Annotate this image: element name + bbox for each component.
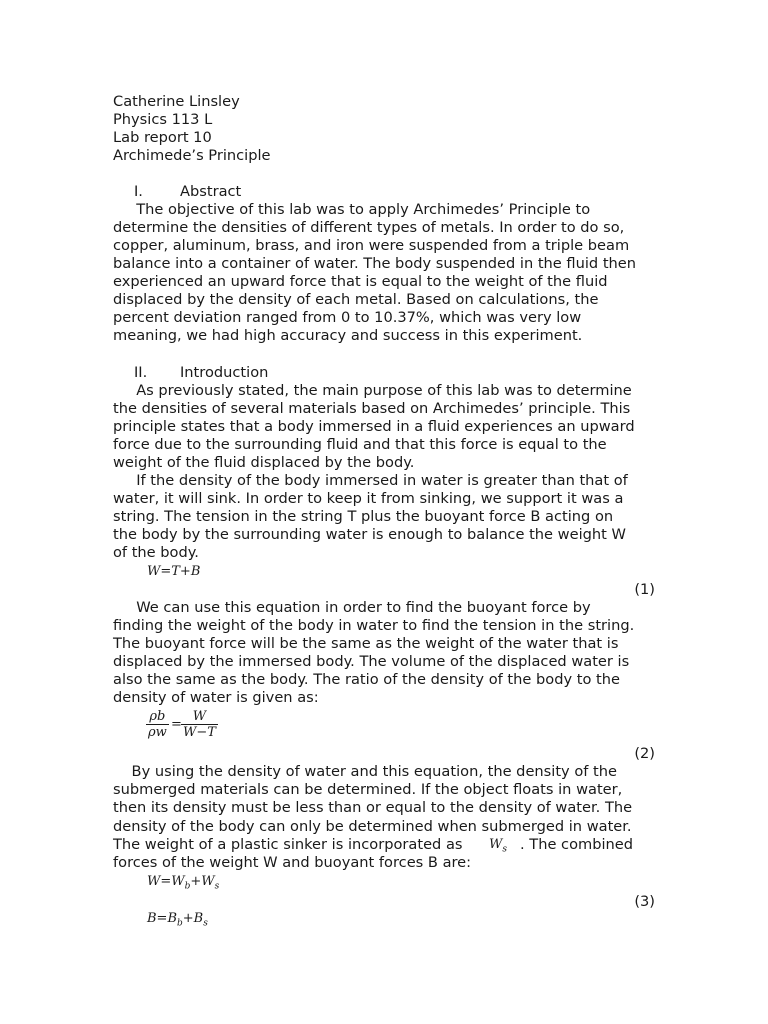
- equation-2-number: (2): [634, 745, 655, 762]
- text-line: string. The tension in the string T plus the buoyant force B acting on: [113, 508, 614, 525]
- text-line: density of the body can only be determined when submerged in water.: [113, 817, 632, 835]
- text-line: experienced an upward force that is equal to the weight of the fluid: [113, 273, 608, 290]
- text-line: water, it will sink. In order to keep it from sinking, we support it was a: [113, 490, 624, 507]
- equation-2-equals: =: [171, 717, 182, 732]
- equation-3a-sub-b: b: [184, 881, 191, 892]
- text-line: the body by the surrounding water is enough to balance the weight W: [113, 526, 626, 543]
- text-line: The weight of a plastic sinker is incorporated as: [113, 835, 463, 853]
- text-line: balance into a container of water. The body suspended in the fluid then: [113, 255, 637, 272]
- combined-forces-tail: . The combined: [520, 836, 634, 853]
- equation-3-number: (3): [634, 893, 655, 910]
- text-line: percent deviation ranged from 0 to 10.37%, which was very low: [113, 309, 582, 326]
- equation-3a-lhs: W=W: [147, 874, 185, 889]
- equation-3b-sub-b: b: [177, 918, 183, 929]
- introduction-number: II.: [134, 364, 148, 381]
- abstract-number: I.: [134, 183, 143, 200]
- equation-2-left-numerator: ρb: [149, 709, 166, 724]
- text-line: of the body.: [113, 544, 199, 561]
- text-line: then its density must be less than or equal to the density of water. The: [113, 799, 633, 817]
- author-name: Catherine Linsley: [113, 93, 240, 110]
- equation-2-right-denominator: W−T: [183, 725, 216, 740]
- equation-3b-mid: +B: [182, 911, 204, 926]
- inline-sinker-symbol: [489, 837, 507, 855]
- text-line: displaced by the density of each metal. Based on calculations, the: [113, 291, 599, 308]
- text-line: We can use this equation in order to find the buoyant force by: [113, 599, 591, 616]
- abstract-heading: Abstract: [180, 183, 242, 200]
- inline-sinker-letter: W: [489, 837, 503, 852]
- text-line: density of water is given as:: [113, 689, 319, 706]
- equation-3b-sub-s: s: [203, 918, 208, 929]
- text-line: meaning, we had high accuracy and success in this experiment.: [113, 327, 583, 344]
- text-line: The objective of this lab was to apply Archimedes’ Principle to: [113, 201, 591, 218]
- report-title: Archimede’s Principle: [113, 147, 271, 164]
- introduction-heading: Introduction: [180, 364, 269, 381]
- text-line: determine the densities of different types of metals. In order to do so,: [113, 219, 625, 236]
- text-line: By using the density of water and this equation, the density of the: [113, 763, 617, 780]
- equation-3a-mid: +W: [190, 874, 215, 889]
- equation-2-right-numerator: W: [192, 709, 207, 724]
- text-line: As previously stated, the main purpose of this lab was to determine: [113, 382, 632, 399]
- equation-1: W=T+B: [147, 564, 201, 579]
- report-number: Lab report 10: [113, 129, 212, 146]
- equation-2-left-fraction: [146, 709, 169, 740]
- inline-sinker-subscript: s: [502, 844, 507, 855]
- text-line: the densities of several materials based on Archimedes’ principle. This: [113, 400, 631, 417]
- text-line: weight of the fluid displaced by the body.: [113, 454, 415, 471]
- equation-2-left-denominator: ρw: [148, 725, 167, 740]
- equation-3a: [147, 874, 219, 892]
- equation-3b: [147, 911, 208, 929]
- text-line: also the same as the body. The ratio of the density of the body to the: [113, 671, 620, 688]
- text-line: finding the weight of the body in water to find the tension in the string.: [113, 617, 635, 634]
- equation-2-right-fraction: [181, 709, 218, 740]
- text-line: If the density of the body immersed in water is greater than that of: [113, 472, 628, 489]
- equation-1-number: (1): [634, 581, 655, 598]
- text-line: force due to the surrounding fluid and that this force is equal to the: [113, 436, 607, 453]
- text-line: submerged materials can be determined. If the object floats in water,: [113, 781, 623, 799]
- text-line: displaced by the immersed body. The volume of the displaced water is: [113, 653, 630, 670]
- combined-forces-line: forces of the weight W and buoyant forces B are:: [113, 854, 472, 871]
- equation-3a-sub-s: s: [214, 881, 220, 892]
- text-line: The buoyant force will be the same as the weight of the water that is: [113, 635, 619, 652]
- course-name: Physics 113 L: [113, 111, 213, 128]
- text-line: copper, aluminum, brass, and iron were suspended from a triple beam: [113, 237, 630, 254]
- text-line: principle states that a body immersed in a fluid experiences an upward: [113, 418, 635, 435]
- equation-3b-lhs: B=B: [147, 911, 177, 926]
